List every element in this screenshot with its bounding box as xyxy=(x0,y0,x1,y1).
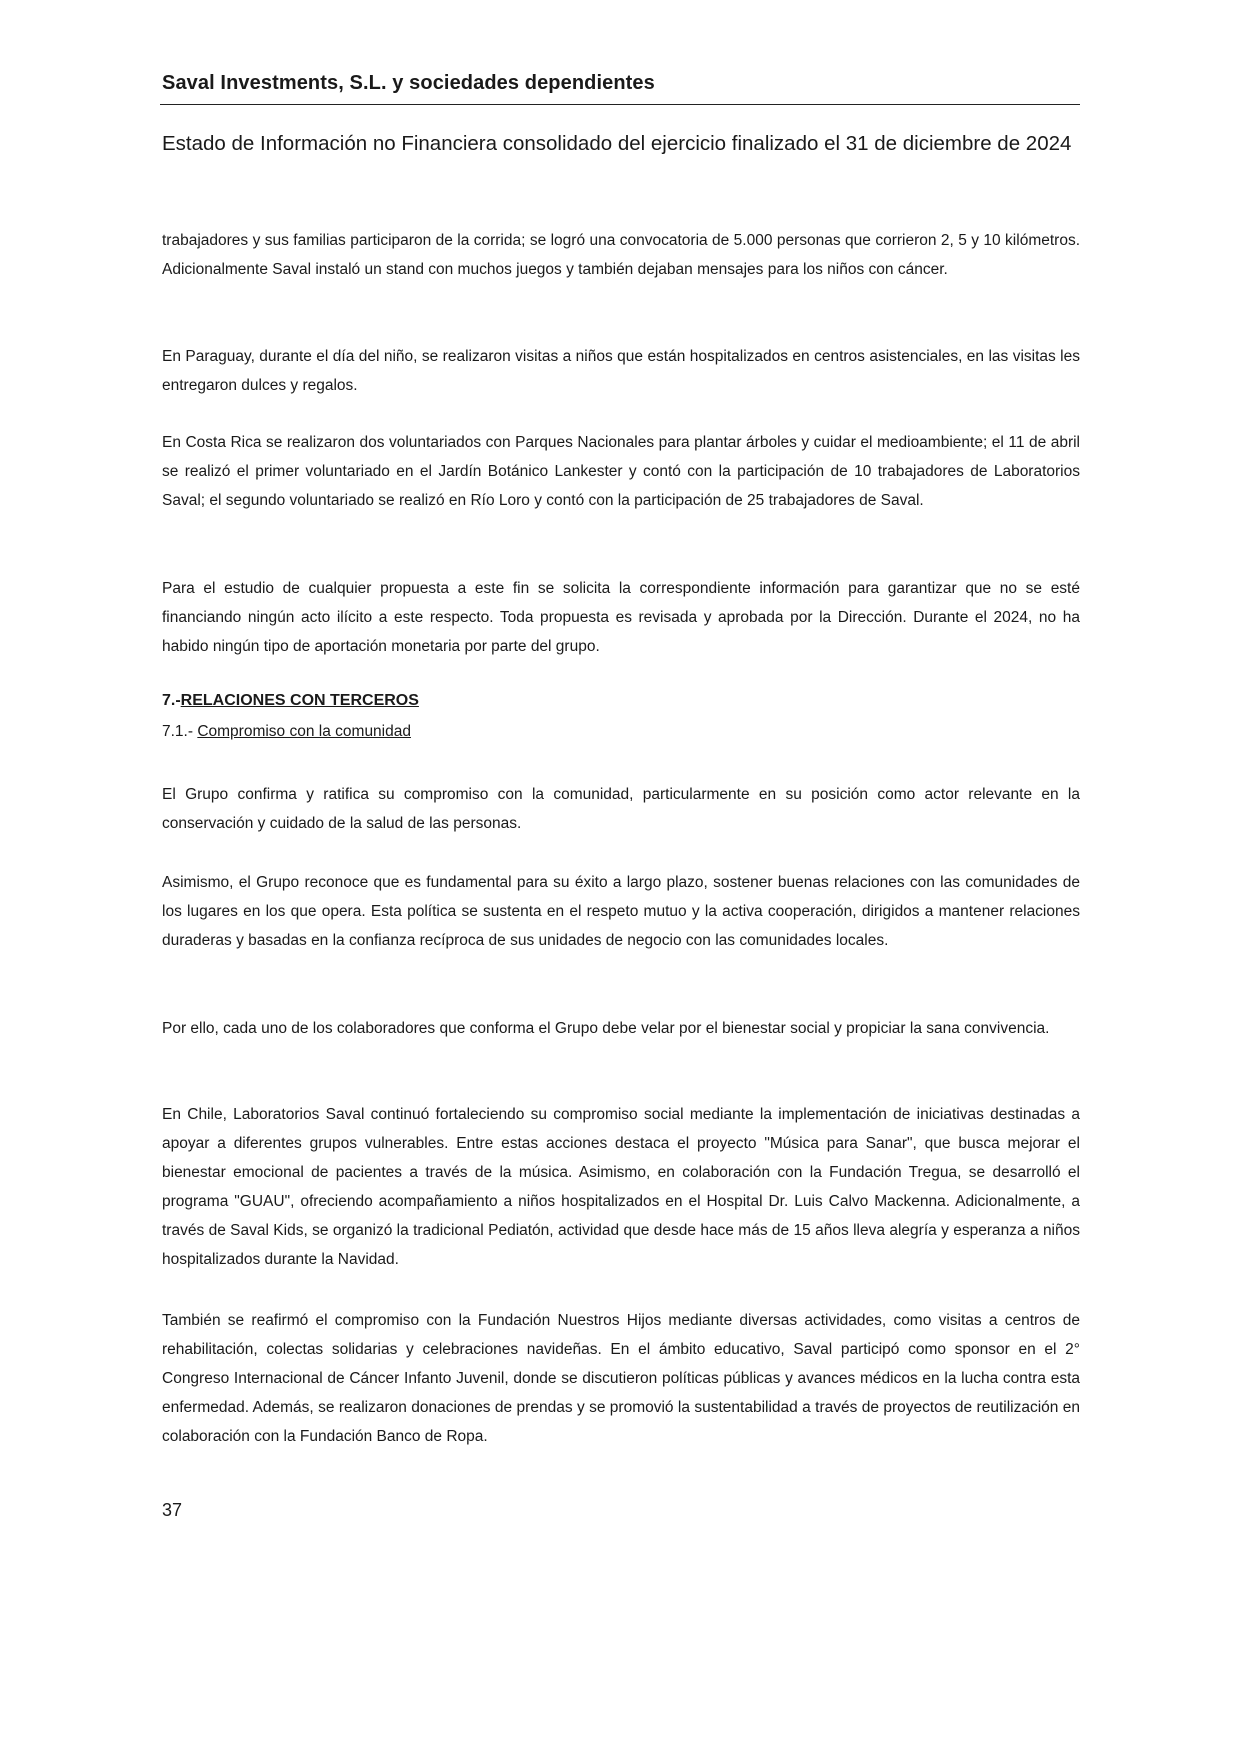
subsection-title: Compromiso con la comunidad xyxy=(197,723,411,740)
company-name: Saval Investments, S.L. y sociedades dependientes xyxy=(162,72,655,94)
paragraph-paraguay: En Paraguay, durante el día del niño, se realizaron visitas a niños que están hospitalizados en centros asistenciales, en las visitas les entregaron dulces y regalos. xyxy=(162,348,1080,394)
paragraph-proposals: Para el estudio de cualquier propuesta a este fin se solicita la correspondiente información para garantizar que no se esté financiando ningún acto ilícito a este respecto. Toda propuesta es revisada y aprobada por la Dirección. Durante el 2024, no ha habido ningún tipo de aportación monetaria por parte del grupo. xyxy=(162,580,1080,655)
section-heading xyxy=(162,692,419,710)
paragraph-race: trabajadores y sus familias participaron de la corrida; se logró una convocatoria de 5.000 personas que corrieron 2, 5 y 10 kilómetros. Adicionalmente Saval instaló un stand con muchos juegos y también dejaban mensajes para los niños con cáncer. xyxy=(162,232,1080,278)
paragraph-costa-rica: En Costa Rica se realizaron dos voluntariados con Parques Nacionales para plantar árboles y cuidar el medioambiente; el 11 de abril se realizó el primer voluntariado en el Jardín Botánico Lankester y contó con la participación de 10 trabajadores de Laboratorios Saval; el segundo voluntariado se realizó en Río Loro y contó con la participación de 25 trabajadores de Saval. xyxy=(162,434,1080,509)
subsection-heading xyxy=(162,723,411,741)
paragraph-collaborators: Por ello, cada uno de los colaboradores que conforma el Grupo debe velar por el bienestar social y propiciar la sana convivencia. xyxy=(162,1020,1050,1037)
paragraph-chile: En Chile, Laboratorios Saval continuó fortaleciendo su compromiso social mediante la implementación de iniciativas destinadas a apoyar a diferentes grupos vulnerables. Entre estas acciones destaca el proyecto "Música para Sanar", que busca mejorar el bienestar emocional de pacientes a través de la música. Asimismo, en colaboración con la Fundación Tregua, se desarrolló el programa "GUAU", ofreciendo acompañamiento a niños hospitalizados en el Hospital Dr. Luis Calvo Mackenna. Adicionalmente, a través de Saval Kids, se organizó la tradicional Pediatón, actividad que desde hace más de 15 años lleva alegría y esperanza a niños hospitalizados durante la Navidad. xyxy=(162,1106,1080,1268)
subsection-number: 7.1.- xyxy=(162,723,194,740)
section-title: RELACIONES CON TERCEROS xyxy=(180,692,419,709)
page-number: 37 xyxy=(162,1500,183,1520)
paragraph-commitment: El Grupo confirma y ratifica su compromiso con la comunidad, particularmente en su posición como actor relevante en la conservación y cuidado de la salud de las personas. xyxy=(162,786,1080,832)
header-divider xyxy=(160,104,1080,105)
section-number: 7.- xyxy=(162,692,181,709)
report-subtitle: Estado de Información no Financiera consolidado del ejercicio finalizado el 31 de diciembre de 2024 xyxy=(162,132,1072,155)
paragraph-relations: Asimismo, el Grupo reconoce que es fundamental para su éxito a largo plazo, sostener buenas relaciones con las comunidades de los lugares en los que opera. Esta política se sustenta en el respeto mutuo y la activa cooperación, dirigidos a mantener relaciones duraderas y basadas en la confianza recíproca de sus unidades de negocio con las comunidades locales. xyxy=(162,874,1080,949)
paragraph-foundation: También se reafirmó el compromiso con la Fundación Nuestros Hijos mediante diversas actividades, como visitas a centros de rehabilitación, colectas solidarias y celebraciones navideñas. En el ámbito educativo, Saval participó como sponsor en el 2° Congreso Internacional de Cáncer Infanto Juvenil, donde se discutieron políticas públicas y avances médicos en la lucha contra esta enfermedad. Además, se realizaron donaciones de prendas y se promovió la sustentabilidad a través de proyectos de reutilización en colaboración con la Fundación Banco de Ropa. xyxy=(162,1312,1080,1445)
